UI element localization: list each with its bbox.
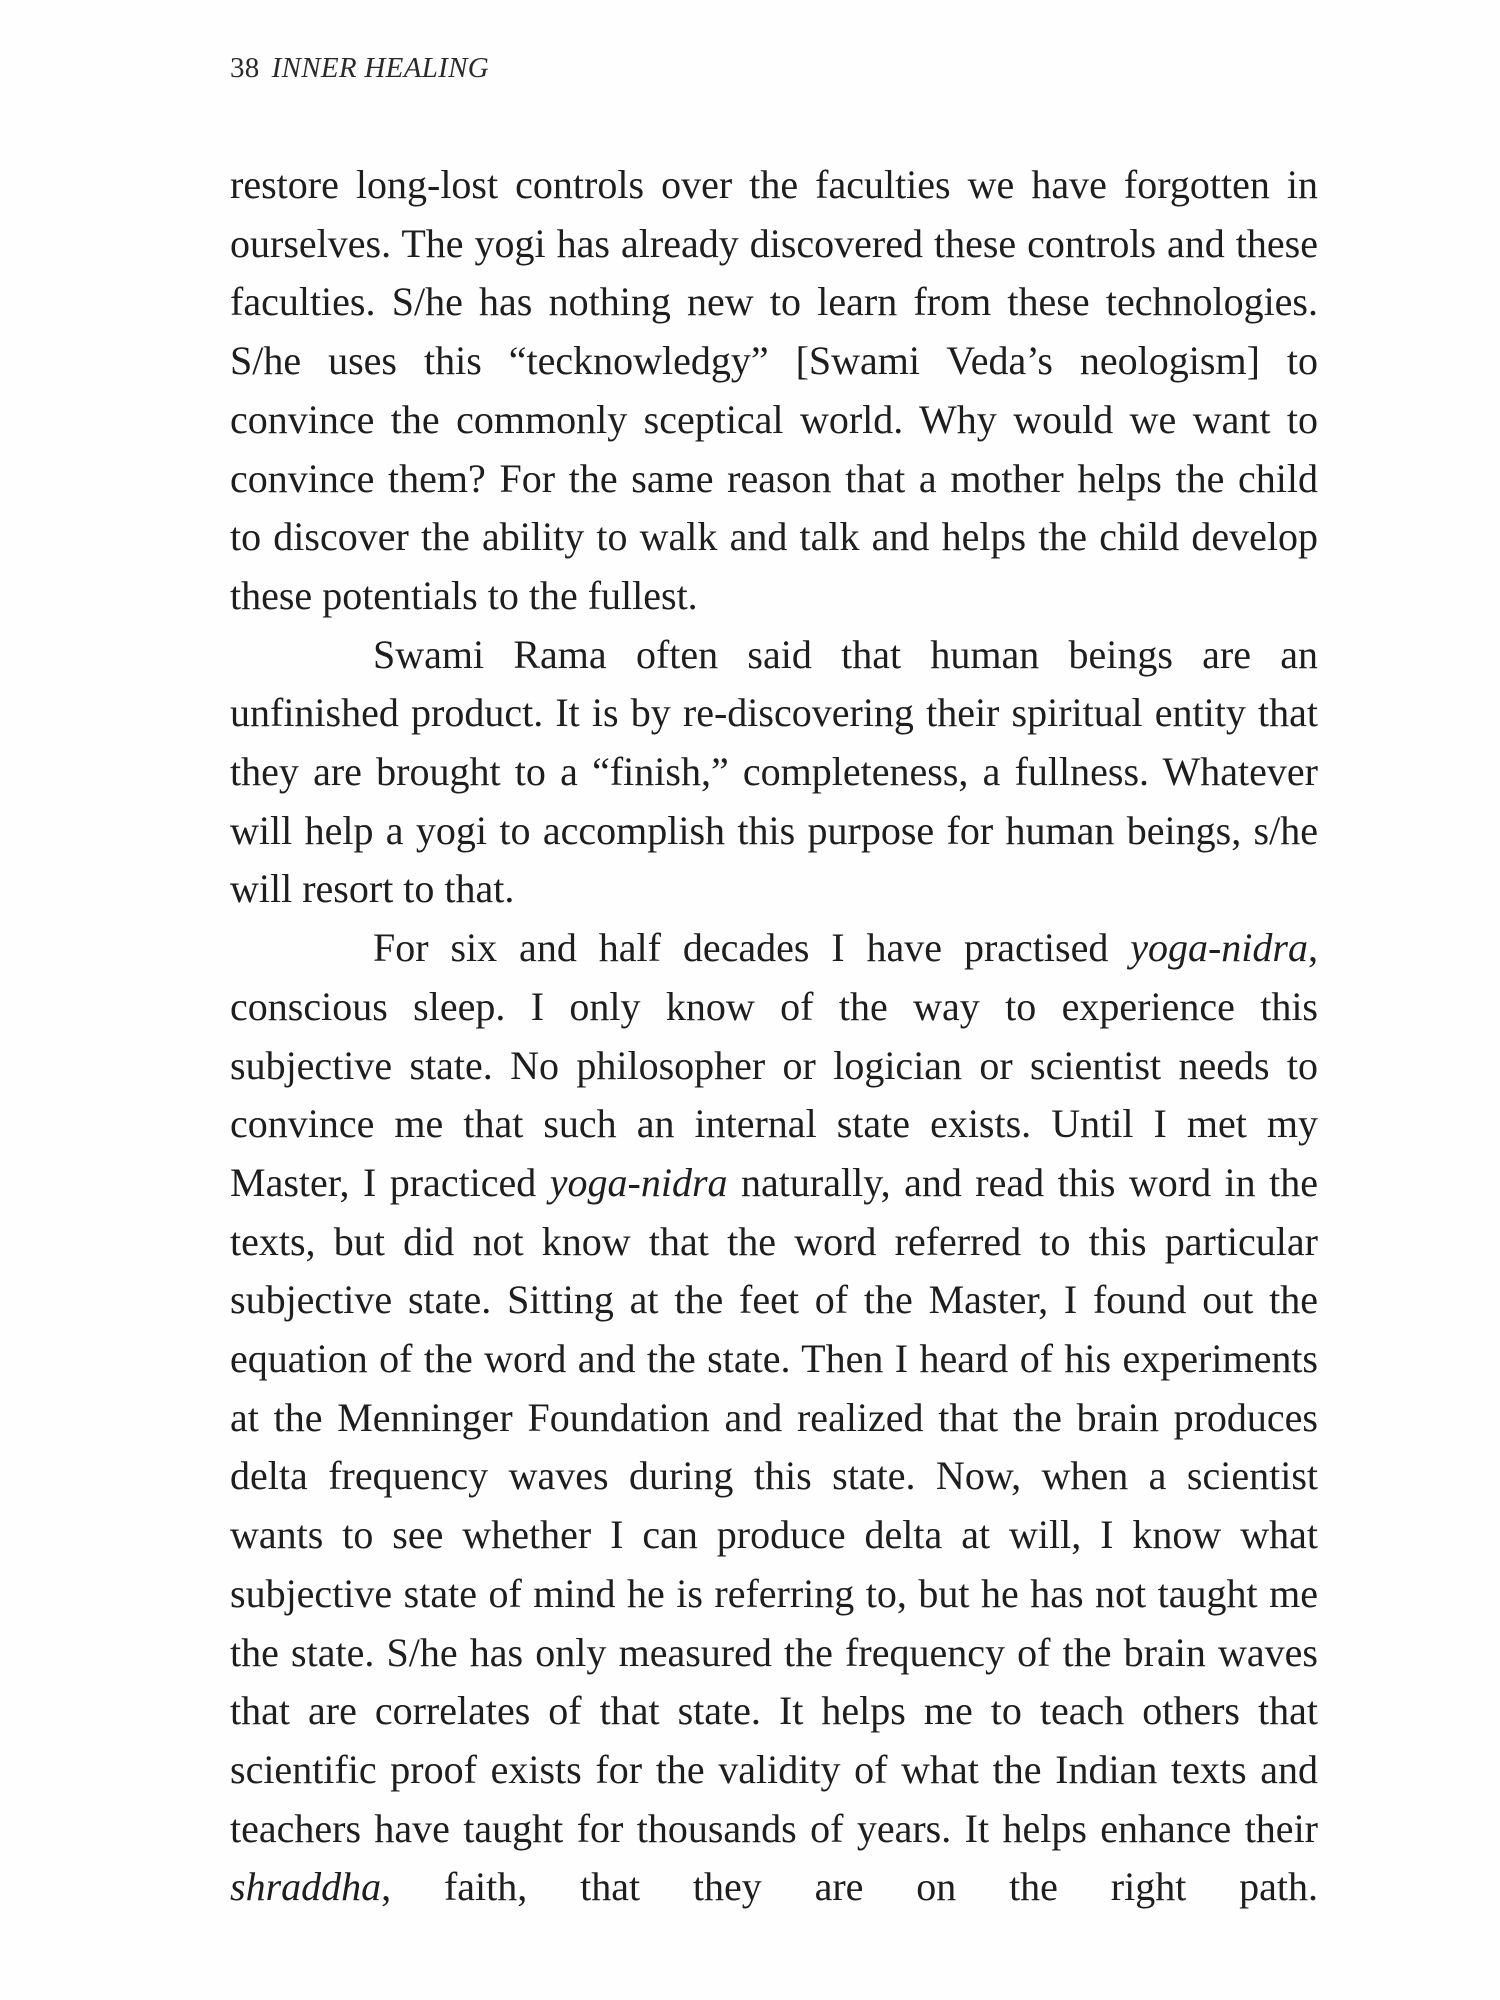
page-number: 38	[230, 52, 260, 84]
paragraph-1-text: restore long-lost controls over the faculties we have forgotten in ourselves. The yogi has already discovered these controls and these faculties. S/he has nothing new to learn from these technologies. S/he uses this “tecknowledgy” [Swami Veda’s neologism] to convince the commonly sceptical world. Why would we want to convince them? For the same reason that a mother helps the child to discover the ability to walk and talk and helps the child develop these potentials to the fullest.	[230, 162, 1318, 618]
paragraph-1	[230, 156, 1318, 626]
running-head	[230, 52, 489, 85]
paragraph-3-text-c: naturally, and read this word in the texts, but did not know that the word referred to this particular subjective state. Sitting at the feet of the Master, I found out the equation of the word and the state. Then I heard of his experiments at the Menninger Foundation and realized that the brain produces delta frequency waves during this state. Now, when a scientist wants to see whether I can produce delta at will, I know what subjective state of mind he is referring to, but he has not taught me the state. S/he has only measured the frequency of the brain waves that are correlates of that state. It helps me to teach others that scientific proof exists for the validity of what the Indian texts and teachers have taught for thousands of years. It helps enhance their	[230, 1159, 1318, 1851]
italic-term-shraddha: shraddha	[230, 1864, 382, 1910]
body-text	[230, 156, 1318, 1917]
paragraph-2	[230, 626, 1318, 920]
paragraph-2-text: Swami Rama often said that human beings are an unfinished product. It is by re-discovering their spiritual entity that they are brought to a “finish,” completeness, a fullness. Whatever will help a yogi to accomplish this purpose for human beings, s/he will resort to that.	[230, 631, 1318, 912]
paragraph-3	[230, 919, 1318, 1917]
italic-term-yoga-nidra-2: yoga-nidra	[549, 1159, 728, 1205]
paragraph-3-text-b: , conscious sleep. I only know of the way to experience this subjective state. No philosopher or logician or scientist needs to convince me that such an internal state exists. Until I met my Master, I practiced	[230, 925, 1318, 1205]
book-title: INNER HEALING	[271, 52, 489, 84]
paragraph-3-text-a: For six and half decades I have practised	[373, 925, 1131, 971]
italic-term-yoga-nidra: yoga-nidra	[1130, 925, 1308, 971]
paragraph-3-text-d: , faith, that they are on the right path.	[381, 1864, 1318, 1910]
